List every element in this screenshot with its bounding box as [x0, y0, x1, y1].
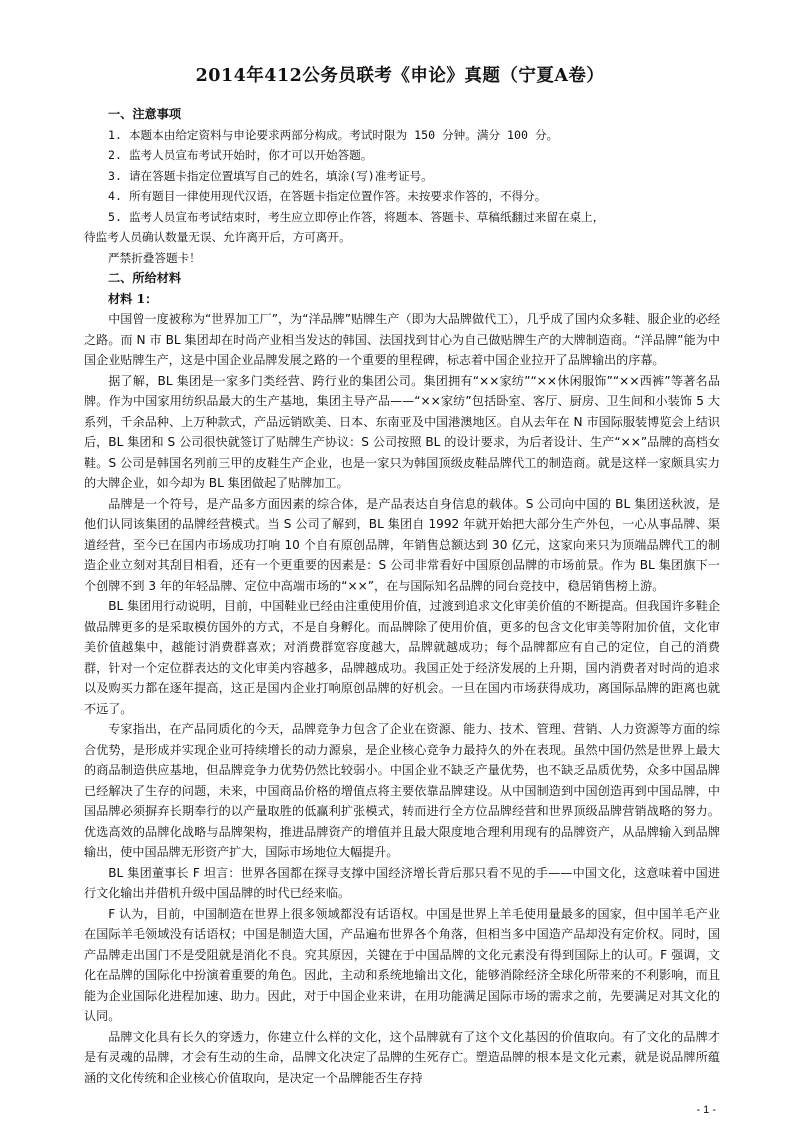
page-number: - 1 - — [696, 1104, 716, 1116]
notice-item: 2. 监考人员宣布考试开始时，你才可以开始答题。 — [108, 148, 373, 162]
notice-item: 3. 请在答题卡指定位置填写自己的姓名，填涂(写)准考证号。 — [108, 168, 433, 183]
material-label: 材料 1： — [108, 291, 158, 306]
notice-item: 1. 本题本由给定资料与申论要求两部分构成。考试时限为 150 分钟。满分 100 分。 — [108, 127, 559, 142]
page-title: 2014年412公务员联考《申论》真题（宁夏A卷） — [195, 66, 605, 86]
material-paragraph: BL 集团董事长 F 坦言：世界各国都在探寻支撑中国经济增长背后那只看不见的手——中国文化，这意味着中国进行文化输出并借机升级中国品牌的时代已经来临。 — [84, 865, 720, 900]
notice-item: 5. 监考人员宣布考试结束时，考生应立即停止作答，将题本、答题卡、草稿纸翻过来留在桌上， — [108, 209, 605, 224]
material-paragraph: 据了解，BL 集团是一家多门类经营、跨行业的集团公司。集团拥有“××家纺”“××休闲服饰”“××西裤”等著名品牌。作为中国家用纺织品最大的生产基地，集团主导产品——“××家纺”包括卧室、客厅、厨房、卫生间和小装饰 5 大系列，千余品种、上万种款式，产品远销欧美、日本、东南亚及中国港澳地区。自从去年在 N 市国际服装博览会上结识后，BL 集团和 S 公司很快就签订了贴牌生产协议：S 公司按照 BL 的设计要求，为后者设计、生产“××”品牌的高档女鞋。S 公司是韩国名列前三甲的皮鞋生产企业，也是一家只为韩国顶级皮鞋品牌代工的制造商。就是这样一家颇具实力的大牌企业，如今却为 BL 集团做起了贴牌加工。 — [84, 373, 720, 490]
material-paragraph: BL 集团用行动说明，目前，中国鞋业已经由注重使用价值，过渡到追求文化审美价值的不断提高。但我国许多鞋企做品牌更多的是采取模仿国外的方式，不是自身孵化。而品牌除了使用价值，更多的包含文化审美等附加价值，文化审美价值越集中，越能讨消费群喜欢；对消费群宽容度越大，品牌就越成功；每个品牌都应有自己的定位，自己的消费群，针对一个定位群表达的文化审美内容越多，品牌越成功。我国正处于经济发展的上升期，国内消费者对时尚的追求以及购买力都在逐年提高，这正是国内企业打响原创品牌的好机会。一旦在国内市场获得成功，离国际品牌的距离也就不远了。 — [84, 599, 720, 716]
section-heading-notice: 一、注意事项 — [108, 107, 182, 121]
material-paragraph: 专家指出，在产品同质化的今天，品牌竞争力包含了企业在资源、能力、技术、管理、营销、人力资源等方面的综合优势，是形成并实现企业可持续增长的动力源泉，是企业核心竞争力最持久的外在表现。虽然中国仍然是世界上最大的商品制造供应基地，但品牌竞争力优势仍然比较弱小。中国企业不缺乏产量优势，也不缺乏品质优势，众多中国品牌已经解决了生存的问题，未来，中国商品价格的增值点将主要依靠品牌建设。从中国制造到中国创造再到中国品牌，中国品牌必须摒弃长期奉行的以产量取胜的低赢利扩张模式，转而进行全方位品牌经营和世界顶级品牌营销战略的努力。优选高效的品牌化战略与品牌架构，推进品牌资产的增值并且最大限度地合理利用现有的品牌资产，从品牌输入到品牌输出，使中国品牌无形资产扩大，国际市场地位大幅提升。 — [84, 722, 720, 859]
notice-item-continuation: 待监考人员确认数量无误、允许离开后，方可离开。 — [84, 230, 351, 244]
notice-item: 4. 所有题目一律使用现代汉语，在答题卡指定位置作答。未按要求作答的，不得分。 — [108, 189, 547, 203]
material-paragraph: 品牌是一个符号，是产品多方面因素的综合体，是产品表达自身信息的载体。S 公司向中国的 BL 集团送秋波，是他们认同该集团的品牌经营模式。当 S 公司了解到，BL 集团自 1992 年就开始把大部分生产外包，一心从事品牌、渠道经营，至今已在国内市场成功打响 10 个自有原创品牌，年销售总额达到 30 亿元，这家向来只为顶端品牌代工的制造企业立刻对其刮目相看，还有一个更重要的因素是：S 公司非常看好中国原创品牌的市场前景。作为 BL 集团旗下一个创牌不到 3 年的年轻品牌、定位中高端市场的“××”，在与国际知名品牌的同台竞技中，稳居销售榜上游。 — [84, 496, 720, 593]
material-paragraph: F 认为，目前，中国制造在世界上很多领域都没有话语权。中国是世界上羊毛使用量最多的国家，但中国羊毛产业在国际羊毛领域没有话语权；中国是制造大国，产品遍布世界各个角落，但相当多中国造产品却没有定价权。同时，国产品牌走出国门不是受阻就是消化不良。究其原因，关键在于中国品牌的文化元素没有得到国际上的认可。F 强调，文化在品牌的国际化中扮演着重要的角色。因此，主动和系统地输出文化，能够消除经济全球化所带来的不利影响，而且能为企业国际化进程加速、助力。因此，对于中国企业来讲，在用功能满足国际市场的需求之前，先要满足对其文化的认同。 — [84, 906, 720, 1023]
notice-warning: 严禁折叠答题卡！ — [108, 250, 201, 265]
material-paragraph: 中国曾一度被称为“世界加工厂”，为“洋品牌”贴牌生产（即为大品牌做代工），几乎成了国内众多鞋、服企业的必经之路。而 N 市 BL 集团却在时尚产业相当发达的韩国、法国找到甘心为自己做贴牌生产的大牌制造商。“洋品牌”能为中国企业贴牌生产，这是中国企业品牌发展之路的一个重要的里程碑，标志着中国企业拉开了品牌输出的序幕。 — [84, 312, 720, 367]
material-paragraph: 品牌文化具有长久的穿透力，你建立什么样的文化，这个品牌就有了这个文化基因的价值取向。有了文化的品牌才是有灵魂的品牌，才会有生动的生命，品牌文化决定了品牌的生死存亡。塑造品牌的根本是文化元素，就是说品牌所蕴涵的文化传统和企业核心价值取向，是决定一个品牌能否生存持 — [84, 1029, 720, 1085]
document-body — [84, 104, 720, 1088]
section-heading-materials: 二、所给材料 — [108, 271, 182, 285]
